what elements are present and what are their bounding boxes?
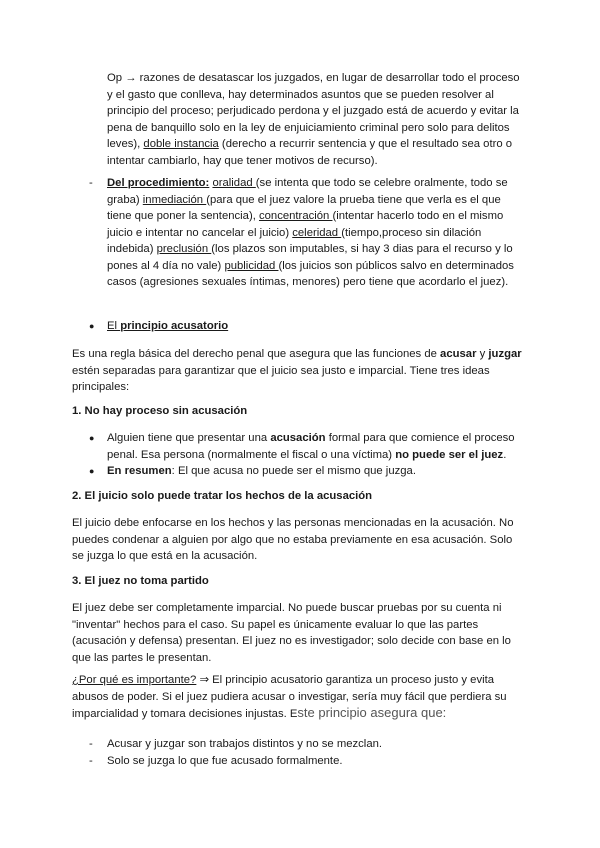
dash-marker: - — [89, 754, 93, 767]
importance-item2-text: Solo se juzga lo que fue acusado formalmente. — [107, 754, 343, 767]
idea1-item1-bold: acusación — [270, 432, 326, 444]
idea3-paragraph: El juez debe ser completamente imparcial. No puede buscar pruebas por su cuenta ni "inventar" hechos para el caso. Su papel es únicamente evaluar lo que las partes (acusación y defensa) presentan. El juez no es investigador; solo decide con base en lo que las partes le presentan. — [72, 602, 511, 664]
importance-text-a: ⇒ El principio acusatorio garantiza un proceso justo y evita abusos de poder. Si el juez pudiera acusar o investigar, sería muy fácil que perdiera su imparcialidad y tomara decisiones injustas. E — [72, 674, 507, 720]
op-paragraph — [107, 70, 527, 169]
idea1-list — [89, 430, 527, 480]
section-title-prefix: El — [107, 320, 121, 332]
idea1-item1-b: formal para que comience el proceso penal. Esa persona (normalmente el fiscal o una víctima) — [107, 432, 515, 461]
intro-text-c: estén separadas para garantizar que el juicio sea justo e imparcial. Tiene tres ideas principales: — [72, 364, 490, 393]
importance-paragraph — [72, 672, 527, 723]
concentracion-term: concentración — [258, 210, 333, 222]
idea1-item1-c: . — [503, 448, 507, 461]
procedimiento-item — [89, 175, 527, 291]
doble-instancia-term: doble instancia — [143, 138, 219, 150]
dash-marker: - — [89, 177, 93, 189]
idea1-heading: 1. No hay proceso sin acusación — [72, 405, 248, 417]
section-title-text: principio acusatorio — [120, 320, 229, 332]
publicidad-term: publicidad — [224, 259, 279, 272]
intro-paragraph — [72, 346, 527, 396]
oralidad-desc: (se intenta que todo se celebre oralmente, todo se graba) — [107, 177, 508, 206]
importance-text-b: ste principio asegura que: — [297, 705, 447, 720]
importance-item1-text: Acusar y juzgar son trabajos distintos y no se mezclan. — [107, 738, 383, 750]
importance-list — [89, 736, 527, 769]
importance-item-2 — [89, 753, 527, 770]
idea2-paragraph: El juicio debe enfocarse en los hechos y las personas mencionadas en la acusación. No puedes condenar a alguien por algo que no estaba previamente en esa acusación. Solo se juzga lo que está en la acusación. — [72, 517, 514, 562]
op-text-c: (derecho a recurrir sentencia y que el resultado sea otro o intentar cambiarlo, hay que tener motivos de recurso). — [107, 138, 513, 167]
idea1-item1-bold2: no puede ser el juez — [395, 448, 504, 461]
preclusion-term: preclusión — [156, 243, 212, 255]
oralidad-term: oralidad — [212, 177, 256, 189]
importance-item-1 — [89, 736, 527, 753]
celeridad-term: celeridad — [292, 226, 342, 239]
intro-text-b: y — [476, 348, 489, 360]
idea1-item1-a: Alguien tiene que presentar una — [107, 432, 271, 444]
inmediacion-term: inmediación — [142, 193, 207, 206]
bullet-marker: ● — [89, 466, 95, 476]
section-title — [89, 318, 527, 335]
intro-text-a: Es una regla básica del derecho penal que asegura que las funciones de — [72, 348, 441, 360]
bullet-marker: ● — [89, 433, 95, 443]
op-text-a: Op → razones de desatascar los juzgados, en lugar de desarrollar todo el proceso y el gasto que conlleva, hay determinados asuntos que se pueden resolver al principio del proceso; perjudicado perdona y el juzgado está de acuerdo y evitar la pena de banquillo solo en la ley de enjuiciamiento criminal pero solo para delitos leves — [107, 72, 520, 150]
bullet-marker: ● — [89, 321, 95, 331]
preclusion-desc: (los plazos son imputables, si hay 3 dias para el recurso y lo pones al 4 día no vale) — [107, 243, 513, 272]
publicidad-desc: (los juicios son públicos salvo en determinados casos (agresiones sexuales íntimas, menores) pero tiene que acordarlo el juez). — [107, 259, 514, 288]
op-text-b: ), — [133, 138, 144, 150]
intro-acusar: acusar — [440, 348, 477, 360]
idea3-heading: 3. El juez no toma partido — [72, 575, 209, 587]
inmediacion-desc: (para que el juez valore la prueba tiene que verla es el que tiene que poner la sentencia), — [107, 193, 501, 222]
idea1-item-1 — [89, 430, 527, 463]
idea2-heading: 2. El juicio solo puede tratar los hechos de la acusación — [72, 490, 373, 502]
celeridad-desc: (tiempo,proceso sin dilación indebida) — [107, 226, 482, 255]
idea1-item2-bold: En resumen — [107, 465, 172, 477]
concentracion-desc: (intentar hacerlo todo en el mismo juicio e intentar no cancelar el juicio) — [107, 210, 504, 239]
dash-marker: - — [89, 738, 93, 750]
idea1-item-2 — [89, 463, 527, 480]
intro-juzgar: juzgar — [488, 348, 522, 360]
procedimiento-label: Del procedimiento: — [107, 177, 210, 189]
idea1-item2-text: : El que acusa no puede ser el mismo que juzga. — [171, 465, 416, 477]
importance-question: ¿Por qué es importante? — [72, 674, 197, 686]
